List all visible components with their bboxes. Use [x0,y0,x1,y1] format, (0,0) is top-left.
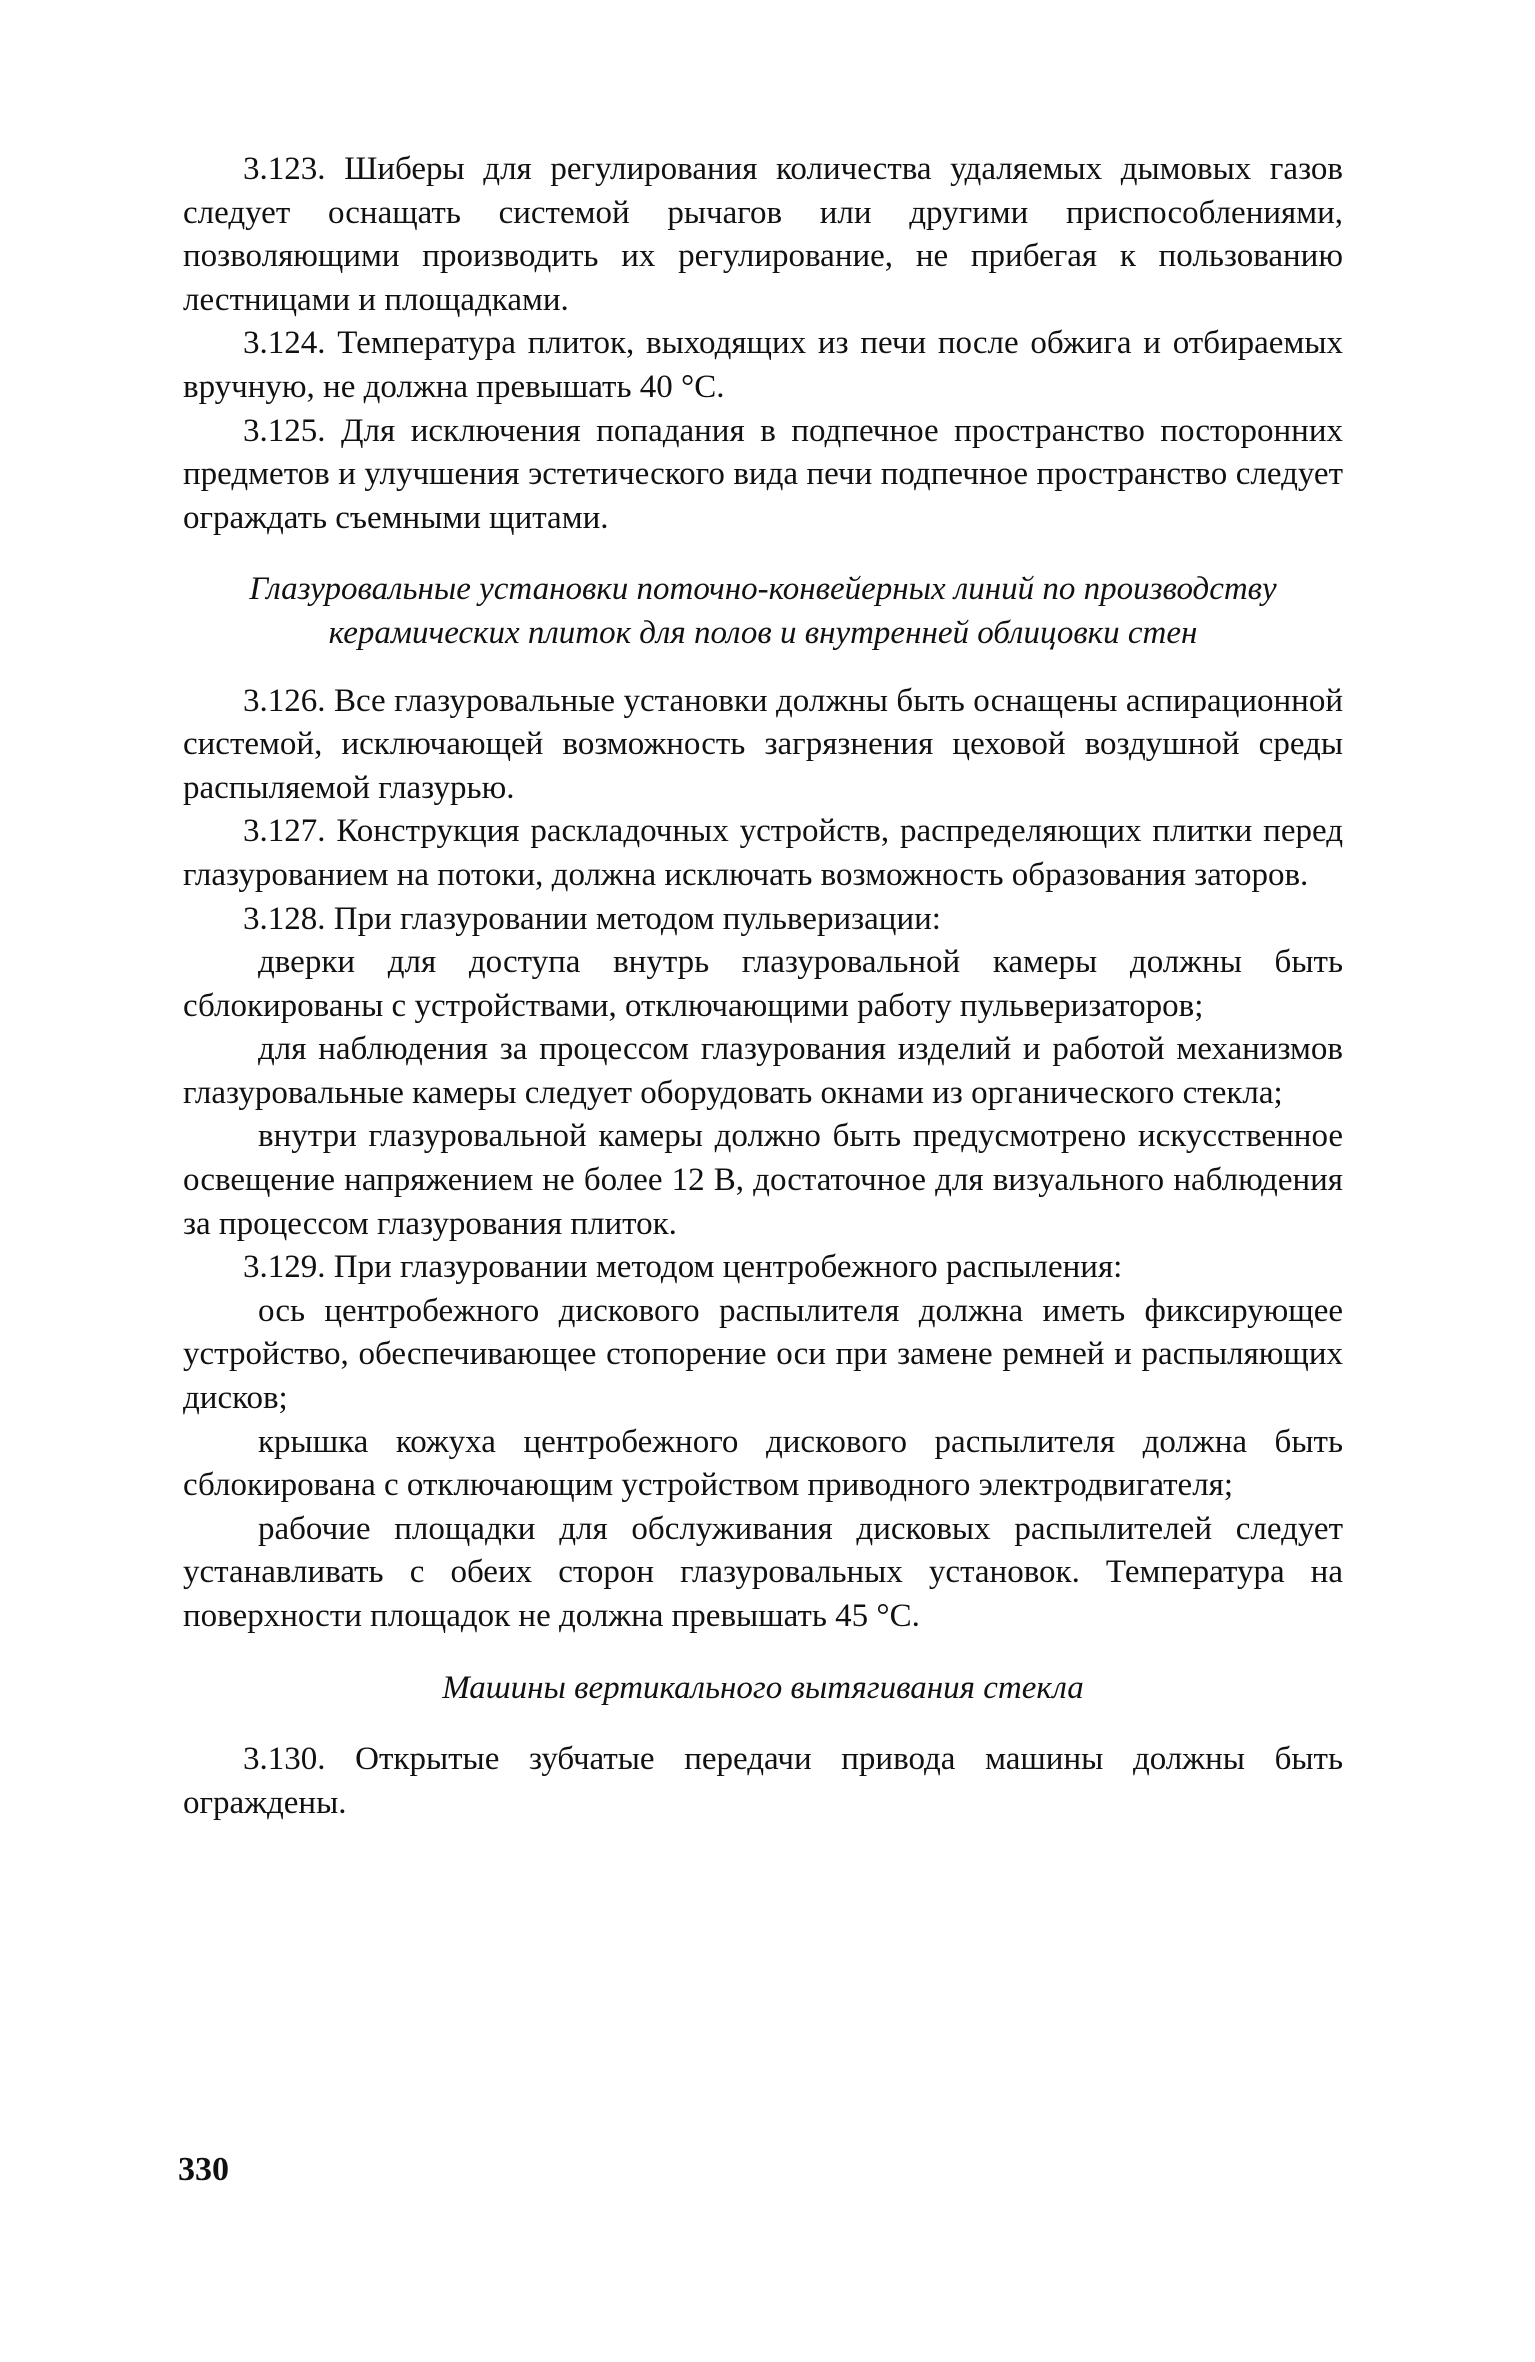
paragraph-3-124: 3.124. Температура плиток, выходящих из печи после обжига и отбираемых вручную, не должна превышать 40 °С. [183,325,1343,405]
document-page [183,148,1343,1825]
section-heading-glazing-units: Глазуровальные установки поточно-конвейерных линий по производству керамических плиток для полов и внутренней облицовки стен [249,571,1277,651]
paragraph-3-127: 3.127. Конструкция раскладочных устройств, распределяющих плитки перед глазурованием на потоки, должна исключать возможность образования заторов. [183,813,1343,893]
paragraph-3-128-lighting: внутри глазуровальной камеры должно быть предусмотрено искусственное освещение напряжением не более 12 В, достаточное для визуального наблюдения за процессом глазурования плиток. [183,1118,1343,1242]
paragraph-3-128: 3.128. При глазуровании методом пульверизации: [243,900,941,937]
paragraph-3-129-axis: ось центробежного дискового распылителя должна иметь фиксирующее устройство, обеспечивающее стопорение оси при замене ремней и распыляющих дисков; [183,1292,1343,1417]
section-heading-glass-drawing-machines: Машины вертикального вытягивания стекла [442,1669,1084,1706]
paragraph-3-129-cover: крышка кожуха центробежного дискового распылителя должна быть сблокирована с отключающим устройством приводного электродвигателя; [183,1423,1343,1504]
paragraph-3-126: 3.126. Все глазуровальные установки должны быть оснащены аспирационной системой, исключающей возможность загрязнения цеховой воздушной среды распыляемой глазурью. [183,682,1343,806]
page-number: 330 [178,2151,229,2188]
paragraph-3-129: 3.129. При глазуровании методом центробежного распыления: [243,1249,1123,1286]
paragraph-3-128-doors: дверки для доступа внутрь глазуровальной камеры должны быть сблокированы с устройствами, отключающими работу пульверизаторов; [183,944,1343,1024]
paragraph-3-129-platforms: рабочие площадки для обслуживания дисковых распылителей следует устанавливать с обеих сторон глазуровальных установок. Температура на поверхности площадок не должна превышать 45 °С. [183,1510,1343,1634]
paragraph-3-125: 3.125. Для исключения попадания в подпечное пространство посторонних предметов и улучшения эстетического вида печи подпечное пространство следует ограждать съемными щитами. [183,412,1343,536]
paragraph-3-130: 3.130. Открытые зубчатые передачи привода машины должны быть ограждены. [183,1741,1343,1821]
paragraph-3-128-windows: для наблюдения за процессом глазурования изделий и работой механизмов глазуровальные камеры следует оборудовать окнами из органического стекла; [183,1031,1343,1111]
paragraph-3-123: 3.123. Шиберы для регулирования количества удаляемых дымовых газов следует оснащать системой рычагов или другими приспособлениями, позволяющими производить их регулирование, не прибегая к пользованию лестницами и площадками. [183,151,1343,318]
